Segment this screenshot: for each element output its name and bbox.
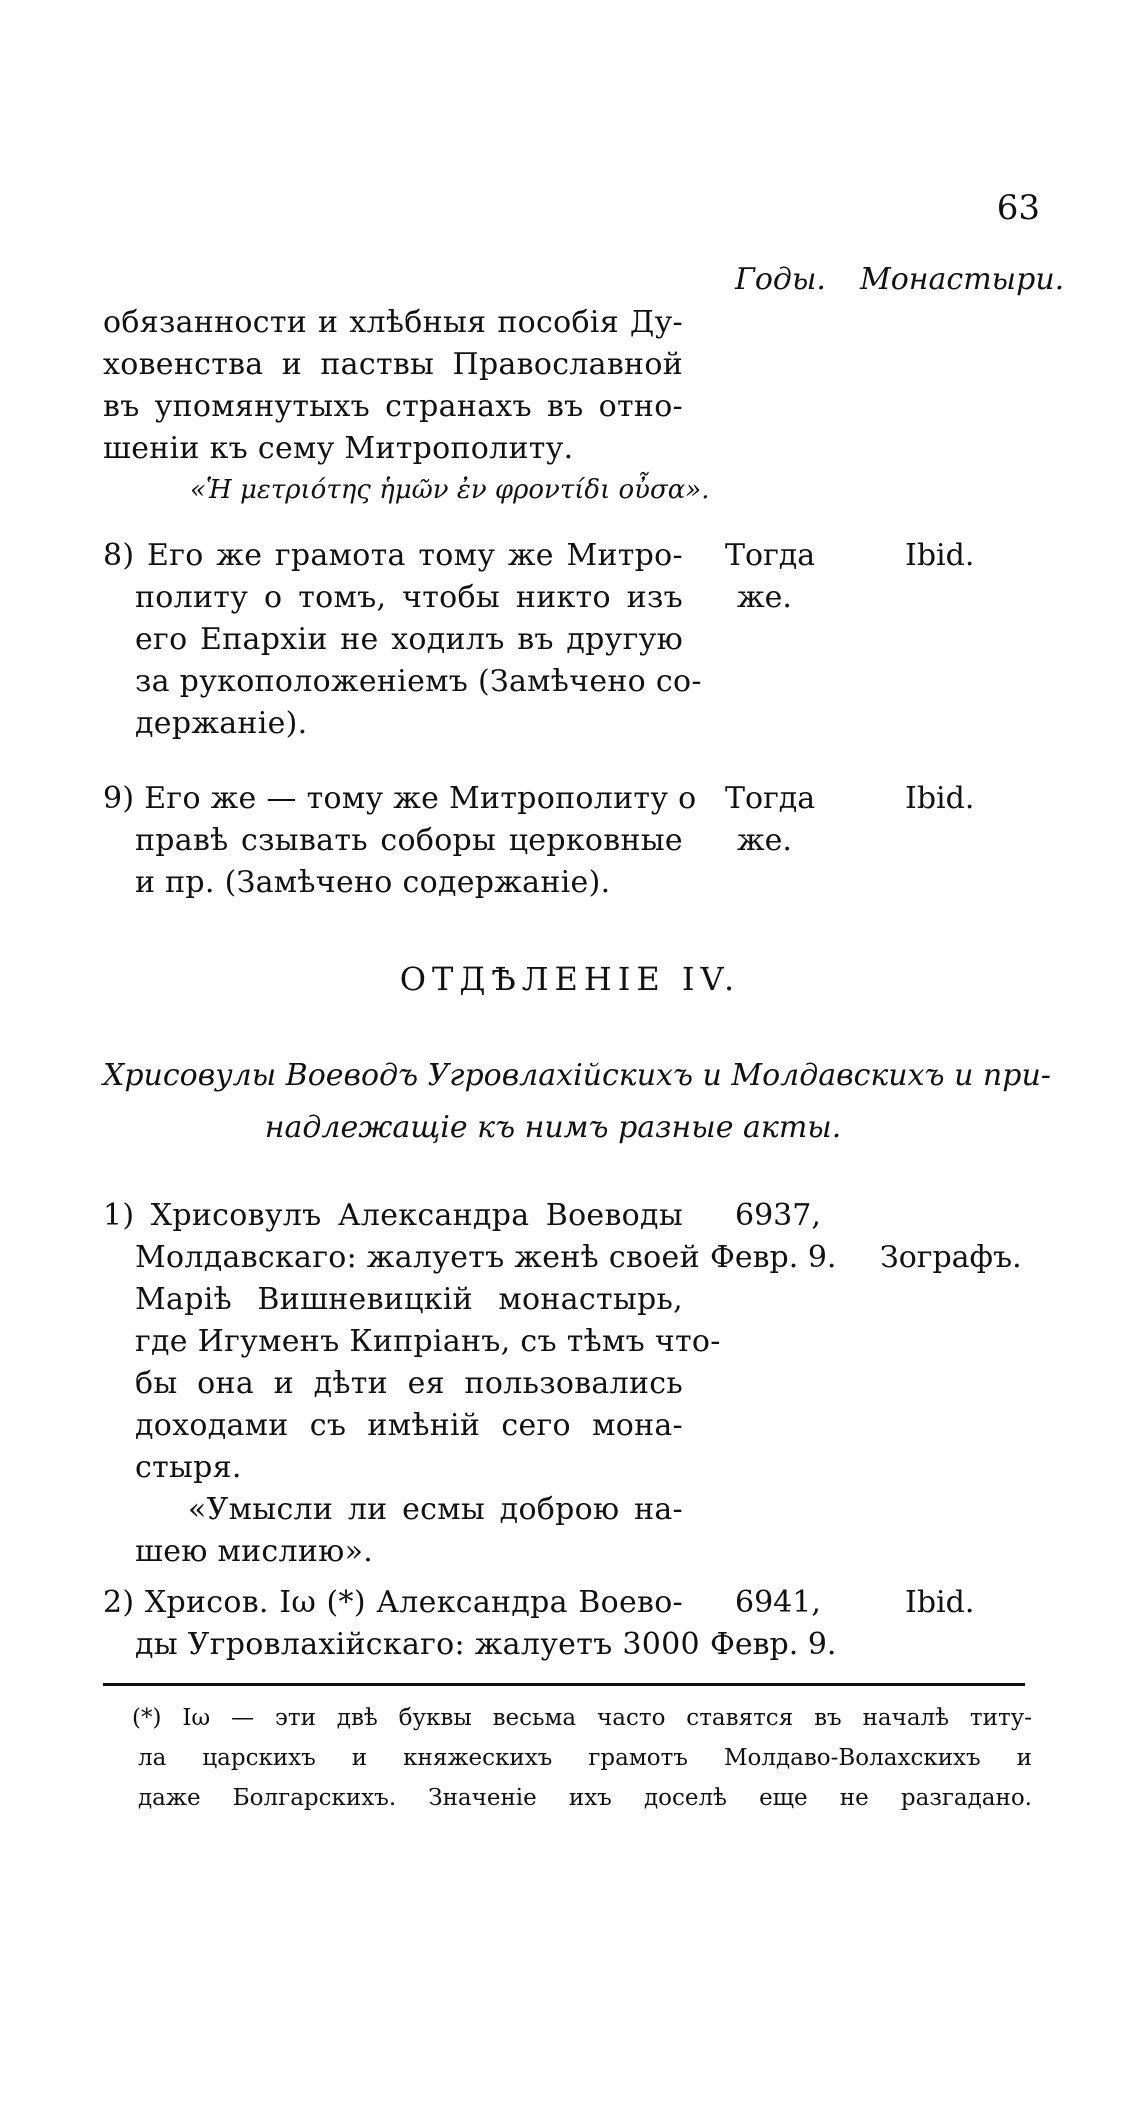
- text-line: въ упомянутыхъ странахъ въ отно-: [103, 389, 683, 424]
- footnote-line: (*) Iω — эти двѣ буквы весьма часто ставятся въ началѣ титу-: [132, 1705, 1032, 1731]
- footnote-rule: [103, 1683, 1025, 1686]
- entry-9-monastery: Ibid.: [905, 781, 975, 816]
- footnote: [132, 1698, 1032, 1818]
- entry-8-text: [103, 535, 702, 745]
- text-line: 8) Его же грамота тому же Митро-: [103, 538, 683, 573]
- greek-quote: «Ἡ μετριότης ἡμῶν ἐν φροντίδι οὖσα».: [190, 475, 710, 505]
- column-header-monasteries: Монастыри.: [860, 262, 1065, 297]
- text-line: держаніе).: [135, 706, 308, 741]
- text-line: Маріѣ Вишневицкій монастырь,: [135, 1282, 683, 1317]
- year-line: же.: [737, 580, 792, 615]
- text-line: обязанности и хлѣбныя пособія Ду-: [103, 305, 683, 340]
- year-line: 6937,: [735, 1198, 821, 1233]
- quote-line: шею мислию».: [135, 1534, 374, 1569]
- continuation-text: [103, 302, 683, 470]
- text-line: Молдавскаго: жалуетъ женѣ своей: [135, 1240, 700, 1275]
- text-line: шеніи къ сему Митрополиту.: [103, 431, 574, 466]
- year-line: Тогда: [725, 538, 816, 573]
- section-subtitle: [103, 1050, 1051, 1154]
- subtitle-line: Хрисовулы Воеводъ Угровлахійскихъ и Молдавскихъ и при-: [103, 1058, 1051, 1093]
- year-line: 6941,: [735, 1585, 821, 1620]
- text-line: ды Угровлахійскаго: жалуетъ 3000: [135, 1627, 700, 1662]
- entry-2-monastery: Ibid.: [905, 1585, 975, 1620]
- text-line: за рукоположеніемъ (Замѣчено со-: [135, 664, 702, 699]
- text-line: ховенства и паствы Православной: [103, 347, 683, 382]
- text-line: его Епархіи не ходилъ въ другую: [135, 622, 683, 657]
- entry-9-year: [725, 778, 815, 862]
- year-line: Февр. 9.: [710, 1240, 837, 1275]
- text-line: 1) Хрисовулъ Александра Воеводы: [103, 1198, 683, 1233]
- entry-8-monastery: Ibid.: [905, 538, 975, 573]
- footnote-line: даже Болгарскихъ. Значеніе ихъ доселѣ еще не разгадано.: [138, 1785, 1032, 1811]
- quote-line: «Умысли ли есмы доброю на-: [188, 1492, 683, 1527]
- entry-8-year: [725, 535, 815, 619]
- text-line: где Игуменъ Кипріанъ, съ тѣмъ что-: [135, 1324, 721, 1359]
- text-line: правѣ сзывать соборы церковные: [135, 823, 683, 858]
- year-line: Тогда: [725, 781, 816, 816]
- footnote-line: ла царскихъ и княжескихъ грамотъ Молдаво-Волахскихъ и: [138, 1745, 1032, 1771]
- entry-1-year: [710, 1195, 837, 1279]
- entry-1-text: [103, 1195, 721, 1573]
- year-line: Февр. 9.: [710, 1627, 837, 1662]
- entry-2-text: [103, 1582, 700, 1666]
- text-line: бы она и дѣти ея пользовались: [135, 1366, 683, 1401]
- section-title: ОТДѢЛЕНІЕ IV.: [399, 960, 741, 998]
- column-header-years: Годы.: [735, 262, 826, 297]
- text-line: и пр. (Замѣчено содержаніе).: [135, 865, 611, 900]
- text-line: доходами съ имѣній сего мона-: [135, 1408, 683, 1443]
- entry-1-monastery: Зографъ.: [880, 1240, 1022, 1275]
- text-line: 2) Хрисов. Iω (*) Александра Воево-: [103, 1585, 683, 1620]
- subtitle-line: надлежащіе къ нимъ разные акты.: [264, 1110, 842, 1145]
- entry-9-text: [103, 778, 697, 904]
- text-line: 9) Его же — тому же Митрополиту о: [103, 781, 697, 816]
- page-number: 63: [996, 188, 1040, 228]
- text-line: стыря.: [135, 1450, 242, 1485]
- text-line: политу о томъ, чтобы никто изъ: [135, 580, 683, 615]
- year-line: же.: [737, 823, 792, 858]
- entry-2-year: [710, 1582, 837, 1666]
